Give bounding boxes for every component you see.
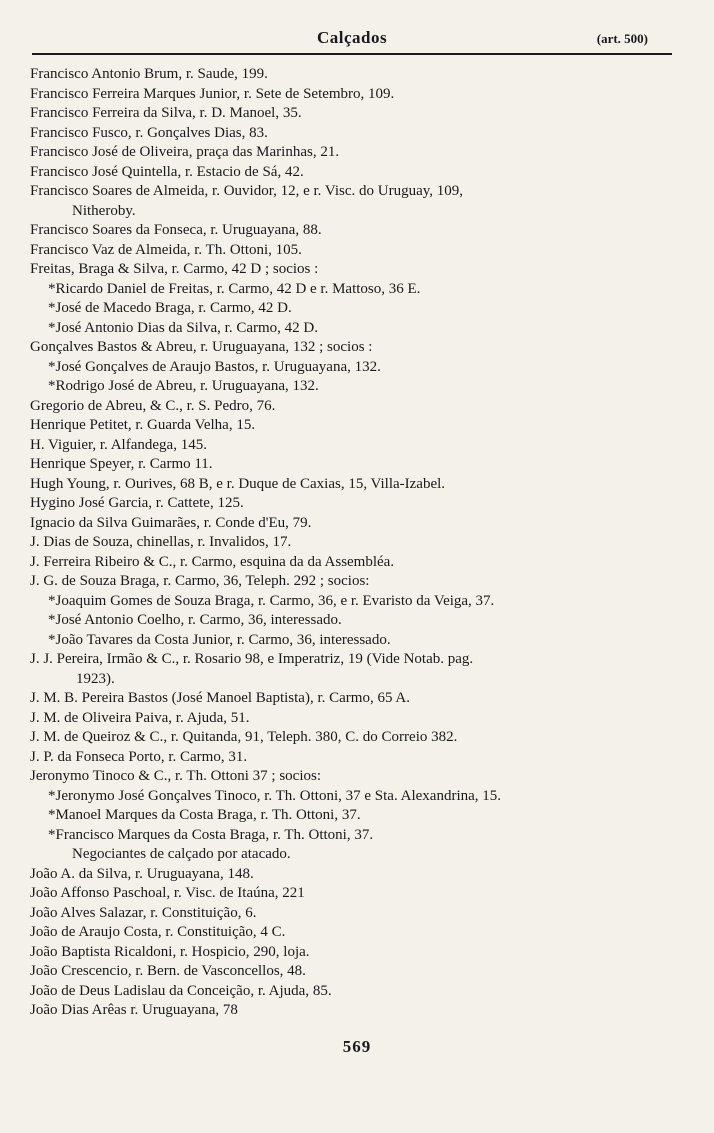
partner-entry: *Manoel Marques da Costa Braga, r. Th. Ottoni, 37. xyxy=(48,807,361,823)
directory-entry: João A. da Silva, r. Uruguayana, 148. xyxy=(30,865,254,882)
directory-entry: Jeronymo Tinoco & C., r. Th. Ottoni 37 ; socios: xyxy=(30,768,321,784)
partner-entry: *José de Macedo Braga, r. Carmo, 42 D. xyxy=(48,300,292,316)
directory-entry: J. Ferreira Ribeiro & C., r. Carmo, esquina da da Assembléa. xyxy=(30,553,395,570)
directory-entry: Francisco Fusco, r. Gonçalves Dias, 83. xyxy=(30,124,268,141)
directory-entry: Francisco José de Oliveira, praça das Marinhas, 21. xyxy=(30,144,340,160)
partner-entry: *João Tavares da Costa Junior, r. Carmo, 36, interessado. xyxy=(48,631,391,648)
page-number: 569 xyxy=(342,1037,372,1056)
section-title: Calçados xyxy=(316,28,388,47)
directory-entry: João Crescencio, r. Bern. de Vasconcellos, 48. xyxy=(30,963,306,979)
partner-entry: *Rodrigo José de Abreu, r. Uruguayana, 132. xyxy=(48,378,319,394)
partner-entry: *José Gonçalves de Araujo Bastos, r. Uruguayana, 132. xyxy=(48,358,381,375)
directory-entry: J. J. Pereira, Irmão & C., r. Rosario 98, e Imperatriz, 19 (Vide Notab. pag. xyxy=(30,651,474,667)
entry-continuation: Nitheroby. xyxy=(72,202,136,219)
directory-entry: João de Araujo Costa, r. Constituição, 4 C. xyxy=(30,924,286,940)
directory-entry: João Affonso Paschoal, r. Visc. de Itaúna, 221 xyxy=(30,885,305,901)
directory-entry: J. M. de Oliveira Paiva, r. Ajuda, 51. xyxy=(30,709,250,726)
directory-entry: Hugh Young, r. Ourives, 68 B, e r. Duque de Caxias, 15, Villa-Izabel. xyxy=(30,475,446,492)
directory-entry: João Baptista Ricaldoni, r. Hospicio, 290, loja. xyxy=(30,943,310,960)
entry-continuation: 1923). xyxy=(76,670,115,687)
directory-entry: Francisco Soares da Fonseca, r. Uruguayana, 88. xyxy=(30,222,322,238)
directory-entry: Francisco Ferreira da Silva, r. D. Manoel, 35. xyxy=(30,105,302,121)
directory-entry: Francisco Soares de Almeida, r. Ouvidor, 12, e r. Visc. do Uruguay, 109, xyxy=(30,183,464,199)
directory-entry: Hygino José Garcia, r. Cattete, 125. xyxy=(30,495,244,511)
page-header xyxy=(32,27,672,55)
directory-entry: J. G. de Souza Braga, r. Carmo, 36, Teleph. 292 ; socios: xyxy=(30,573,370,589)
directory-entry: João Dias Arêas r. Uruguayana, 78 xyxy=(30,1002,238,1018)
directory-entry: João Alves Salazar, r. Constituição, 6. xyxy=(30,904,257,921)
directory-entry: J. M. de Queiroz & C., r. Quitanda, 91, Teleph. 380, C. do Correio 382. xyxy=(30,729,458,745)
directory-entry: Francisco José Quintella, r. Estacio de Sá, 42. xyxy=(30,163,304,180)
partner-entry: *Jeronymo José Gonçalves Tinoco, r. Th. Ottoni, 37 e Sta. Alexandrina, 15. xyxy=(48,787,502,804)
partner-entry: *José Antonio Dias da Silva, r. Carmo, 42 D. xyxy=(48,319,318,336)
directory-entry: Freitas, Braga & Silva, r. Carmo, 42 D ; socios : xyxy=(30,261,319,277)
article-reference: (art. 500) xyxy=(596,31,648,46)
directory-entry: Henrique Petitet, r. Guarda Velha, 15. xyxy=(30,417,256,433)
partner-entry: *Ricardo Daniel de Freitas, r. Carmo, 42 D e r. Mattoso, 36 E. xyxy=(48,280,421,297)
directory-entry: J. Dias de Souza, chinellas, r. Invalidos, 17. xyxy=(30,534,292,550)
directory-entry: J. P. da Fonseca Porto, r. Carmo, 31. xyxy=(30,748,248,765)
directory-entries xyxy=(30,65,680,1021)
directory-entry: Francisco Vaz de Almeida, r. Th. Ottoni, 105. xyxy=(30,241,302,258)
directory-entry: Francisco Antonio Brum, r. Saude, 199. xyxy=(30,66,268,82)
directory-entry: Gregorio de Abreu, & C., r. S. Pedro, 76. xyxy=(30,397,276,414)
directory-entry: Henrique Speyer, r. Carmo 11. xyxy=(30,456,213,472)
directory-entry: Francisco Ferreira Marques Junior, r. Sete de Setembro, 109. xyxy=(30,85,395,102)
directory-entry: Gonçalves Bastos & Abreu, r. Uruguayana, 132 ; socios : xyxy=(30,339,373,355)
partner-entry: *Francisco Marques da Costa Braga, r. Th. Ottoni, 37. xyxy=(48,826,374,843)
directory-entry: João de Deus Ladislau da Conceição, r. Ajuda, 85. xyxy=(30,982,332,999)
partner-entry: *Joaquim Gomes de Souza Braga, r. Carmo, 36, e r. Evaristo da Veiga, 37. xyxy=(48,592,495,609)
directory-entry: J. M. B. Pereira Bastos (José Manoel Baptista), r. Carmo, 65 A. xyxy=(30,690,410,706)
entry-continuation: Negociantes de calçado por atacado. xyxy=(72,846,291,862)
directory-entry: Ignacio da Silva Guimarães, r. Conde d'Eu, 79. xyxy=(30,514,312,531)
partner-entry: *José Antonio Coelho, r. Carmo, 36, interessado. xyxy=(48,612,342,628)
directory-entry: H. Viguier, r. Alfandega, 145. xyxy=(30,436,207,453)
